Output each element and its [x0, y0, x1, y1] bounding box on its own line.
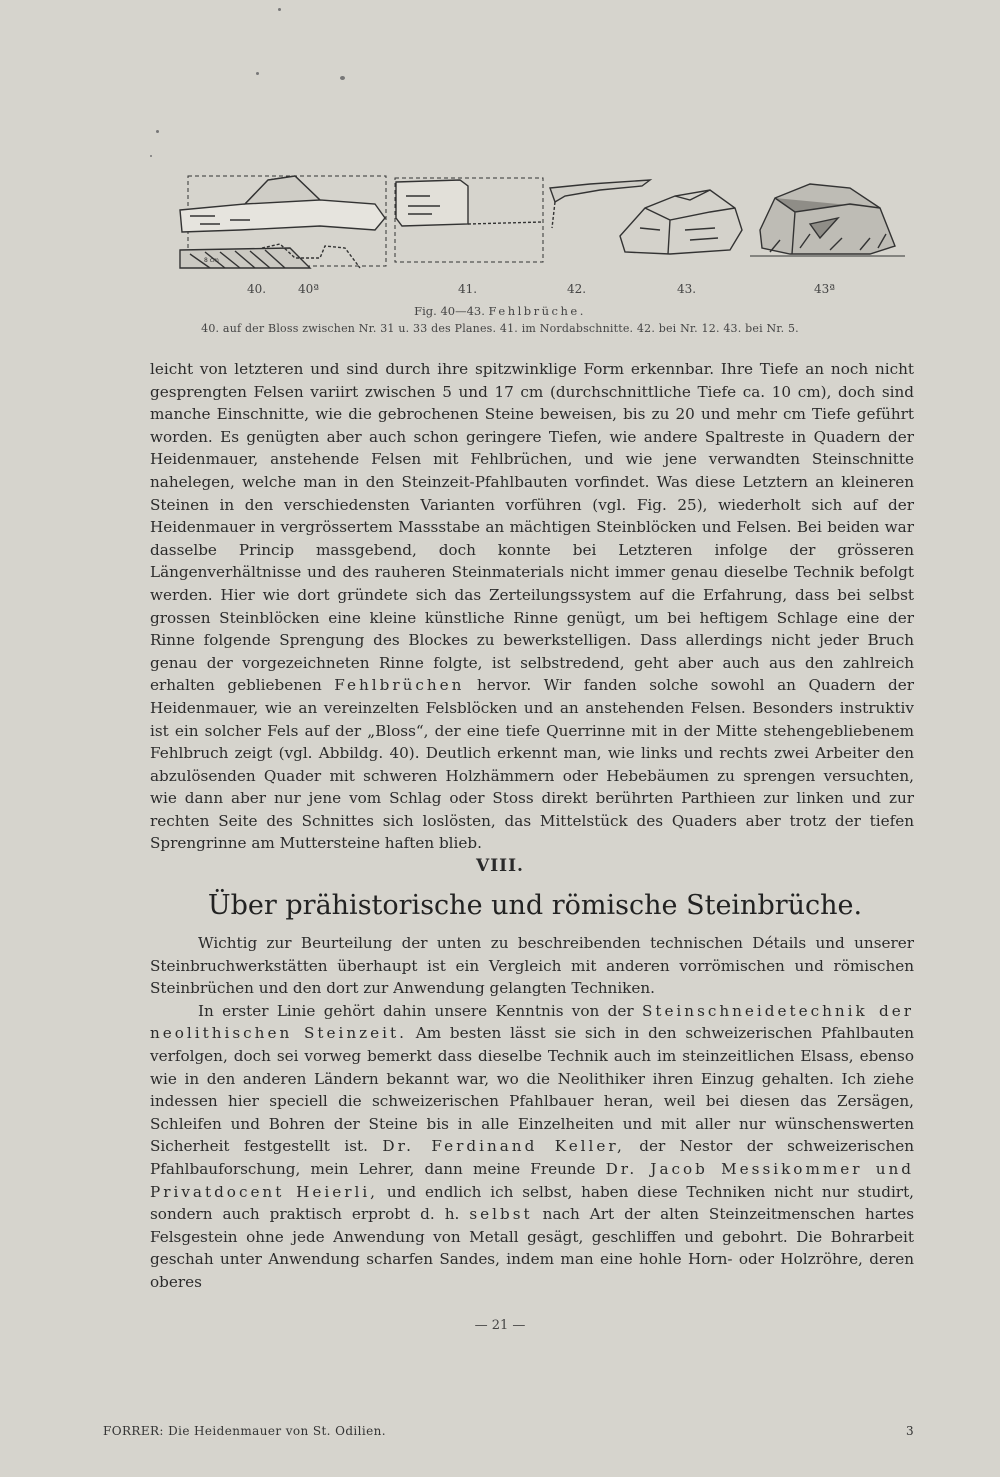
- figure-caption: [0, 304, 1000, 318]
- emphasis-text: Dr. Jacob Messikommer und Privatdocent Heierli,: [150, 1159, 914, 1201]
- paragraph-text: und endlich ich selbst, haben diese Techniken nicht nur studirt, sondern auch praktisch erprobt d. h.: [150, 1182, 915, 1224]
- paragraph: Wichtig zur Beurteilung der unten zu beschreibenden technischen Détails und unserer Steinbruchwerkstätten überhaupt ist ein Vergleich mit anderen vorrömischen und römischen Steinbrüchen und den dort zur Anwendung gelangten Techniken.: [150, 934, 914, 998]
- emphasis-text: Steinschneidetechnik der neolithischen Steinzeit.: [150, 1001, 915, 1043]
- print-speck: [256, 72, 259, 75]
- paragraph-text: Am besten lässt sie sich in den schweizerischen Pfahlbauten verfolgen, doch sei vorweg bemerkt dass dieselbe Technik auch im steinzeitlichen Elsass, ebenso wie in den anderen Ländern bekannt war, wo die Neolithiker ihren Einzug gehalten. Ich ziehe indessen hier speciell die schweizerischen Pfahlbauer heran, weil bei diesen das Zersägen, Schleifen und Bohren der Steine bis in alle Einzelheiten und mit aller nur wünschenswerten Sicherheit festgestellt ist.: [150, 1024, 914, 1156]
- footer-sheet-number: 3: [906, 1424, 914, 1438]
- emphasis-text: Fehlbrüchen: [334, 676, 465, 695]
- paragraph-text: In erster Linie gehört dahin unsere Kenntnis von der: [198, 1001, 634, 1020]
- figure-caption-title: Fehlbrüche.: [488, 304, 586, 318]
- page-number: — 21 —: [474, 1318, 526, 1333]
- fig-number: 40.: [247, 282, 267, 296]
- footer-title: FORRER: Die Heidenmauer von St. Odilien.: [103, 1424, 386, 1438]
- paragraph-continued: [150, 358, 914, 855]
- print-speck: [156, 130, 159, 133]
- paragraph-text: hervor. Wir fanden solche sowohl an Quadern der Heidenmauer, wie an vereinzelten Felsblöcken und an anstehenden Felsen. Besonders instruktiv ist ein solcher Fels auf der „Bloss“, der eine tiefe Querrinne mit in der Mitte stehengebliebenem Fehlbruch zeigt (vgl. Abbildg. 40). Deutlich erkennt man, wie links und rechts zwei Arbeiter den abzulösenden Quader mit schweren Holzhämmern oder Hebebäumen zu sprengen versuchten, wie dann aber nur jene vom Schlag oder Stoss direkt berührten Parthieen zur linken und zur rechten Seite des Schnittes sich loslösten, das Mittelstück des Quaders aber trotz der tiefen Sprengrinne am Muttersteine haften blieb.: [150, 676, 914, 853]
- emphasis-text: Dr. Ferdinand Keller,: [382, 1137, 625, 1156]
- fig-number: 43.: [677, 282, 697, 296]
- section-number: VIII.: [476, 856, 524, 876]
- figure-illustrations: [170, 168, 910, 278]
- paragraph-text: der Nestor der schweizerischen Pfahlbauforschung, mein Lehrer, dann meine Freunde: [150, 1137, 915, 1178]
- figure-numbers: [0, 282, 1000, 300]
- fig-number: 41.: [458, 282, 478, 296]
- scale-label: 8 cm: [204, 257, 219, 264]
- section-body: [150, 932, 914, 1294]
- fig-number: 42.: [567, 282, 587, 296]
- print-speck: [150, 155, 152, 157]
- figure-description: 40. auf der Bloss zwischen Nr. 31 u. 33 des Planes. 41. im Nordabschnitte. 42. bei Nr. 12. 43. bei Nr. 5.: [201, 322, 799, 335]
- paragraph-text: nach Art der alten Steinzeitmenschen hartes Felsgestein ohne jede Anwendung von Metall gesägt, geschliffen und gebohrt. Die Bohrarbeit geschah unter Anwendung scharfen Sandes, indem man eine hohle Horn- oder Holzröhre, deren oberes: [150, 1205, 915, 1291]
- paragraph-text: leicht von letzteren und sind durch ihre spitzwinklige Form erkennbar. Ihre Tiefe an noch nicht gesprengten Felsen variirt zwischen 5 und 17 cm (durchschnittliche Tiefe ca. 10 cm), doch sind manche Einschnitte, wie die gebrochenen Steine beweisen, bis zu 20 und mehr cm Tiefe geführt worden. Es genügten aber auch schon geringere Tiefen, wie andere Spaltreste in Quadern der Heidenmauer, anstehende Felsen mit Fehlbrüchen, und wie jene verwandten Steinschnitte nahelegen, welche man in den Steinzeit-Pfahlbauten vorfindet. Was diese Letztern an kleineren Steinen in den verschiedensten Varianten vorführen (vgl. Fig. 25), wiederholt sich auf der Heidenmauer in vergrössertem Massstabe an mächtigen Steinblöcken und Felsen. Bei beiden war dasselbe Princip massgebend, doch konnte bei Letzteren infolge der grösseren Längenverhältnisse und des rauheren Steinmaterials nicht immer genau dieselbe Technik befolgt werden. Hier wie dort gründete sich das Zerteilungssystem auf die Erfahrung, dass bei selbst grossen Steinblöcken eine kleine künstliche Rinne genügt, um bei heftigem Schlage eine der Rinne folgende Sprengung des Blockes zu bewerkstelligen. Dass allerdings nicht jeder Bruch genau der vorgezeichneten Rinne folgte, ist selbstredend, geht aber auch aus den zahlreich erhalten gebliebenen: [150, 360, 914, 695]
- print-speck: [278, 8, 281, 11]
- figure-caption-prefix: Fig. 40—43.: [414, 304, 485, 318]
- fig-number: 40ª: [298, 282, 319, 296]
- print-speck: [340, 76, 345, 80]
- fig-number: 43ª: [814, 282, 835, 296]
- emphasis-text: selbst: [469, 1205, 533, 1224]
- fehlbrueche-drawings: [170, 168, 910, 278]
- section-title: Über prähistorische und römische Steinbrüche.: [207, 890, 863, 921]
- paragraph: [150, 1000, 914, 1294]
